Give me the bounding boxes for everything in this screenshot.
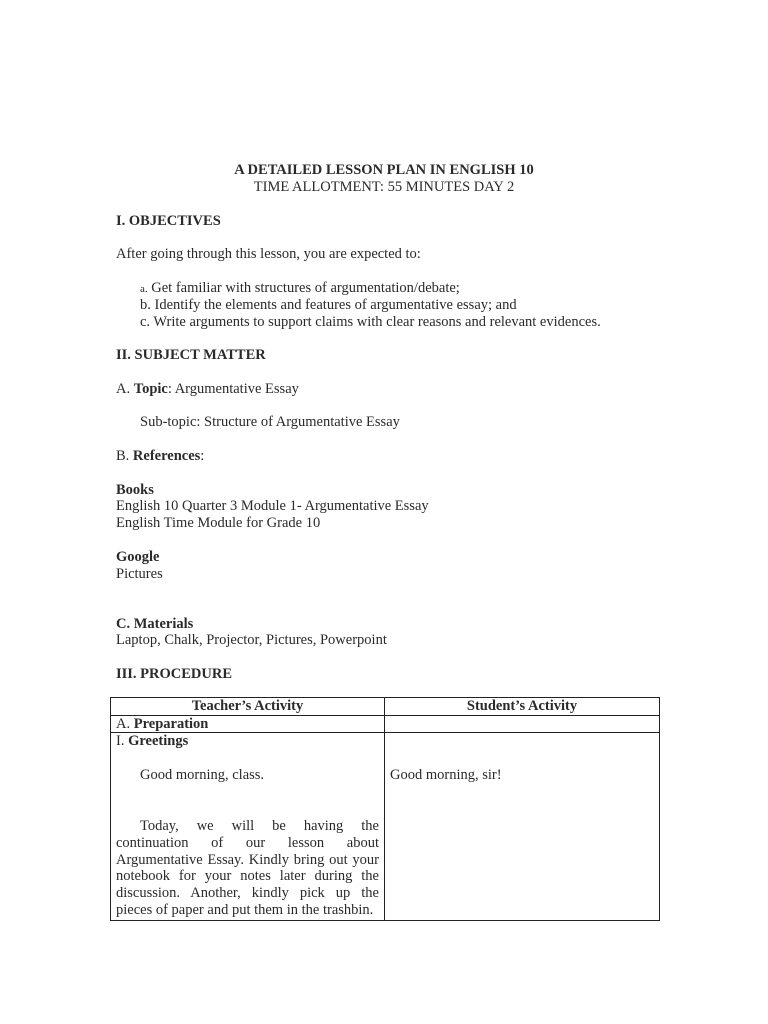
preparation-cell: A. Preparation [111, 715, 385, 733]
objectives-intro: After going through this lesson, you are expected to: [116, 246, 421, 262]
references-label: B. References: [116, 448, 205, 464]
objectives-heading: I. OBJECTIVES [116, 213, 221, 229]
empty-cell [385, 715, 660, 733]
teacher-activity-header: Teacher’s Activity [111, 698, 385, 716]
teacher-greeting: Good morning, class. [140, 766, 265, 783]
objective-item: c. Write arguments to support claims with clear reasons and relevant evidences. [140, 314, 601, 330]
objective-item: b. Identify the elements and features of argumentative essay; and [140, 297, 517, 313]
student-activity-header: Student’s Activity [385, 698, 660, 716]
table-row [111, 715, 660, 733]
google-label: Google [116, 549, 160, 565]
google-reference: Pictures [116, 566, 163, 582]
table-row [111, 733, 660, 920]
objective-item: a. Get familiar with structures of argumentation/debate; [140, 280, 460, 296]
teacher-greetings-cell [111, 733, 385, 920]
table-header-row [111, 698, 660, 716]
time-allotment: TIME ALLOTMENT: 55 MINUTES DAY 2 [253, 179, 515, 195]
greetings-label: I. Greetings [116, 733, 189, 750]
student-greeting: Good morning, sir! [390, 766, 502, 783]
books-label: Books [116, 482, 154, 498]
topic-line: A. Topic: Argumentative Essay [116, 381, 299, 397]
subject-matter-heading: II. SUBJECT MATTER [116, 347, 266, 363]
book-reference: English 10 Quarter 3 Module 1- Argumentative Essay [116, 498, 429, 514]
subtopic-line: Sub-topic: Structure of Argumentative Essay [140, 414, 400, 430]
document-title: A DETAILED LESSON PLAN IN ENGLISH 10 [234, 162, 534, 178]
procedure-table [110, 697, 660, 921]
materials-value: Laptop, Chalk, Projector, Pictures, Powerpoint [116, 632, 387, 648]
teacher-instruction: Today, we will be having the continuation of our lesson about Argumentative Essay. Kindly bring out your notebook for your notes later during the discussion. Another, kindly pick up the pieces of paper and put them in the trashbin. [116, 818, 379, 918]
book-reference: English Time Module for Grade 10 [116, 515, 321, 531]
student-greetings-cell [385, 733, 660, 920]
procedure-heading: III. PROCEDURE [116, 666, 233, 682]
materials-label: C. Materials [116, 616, 194, 632]
